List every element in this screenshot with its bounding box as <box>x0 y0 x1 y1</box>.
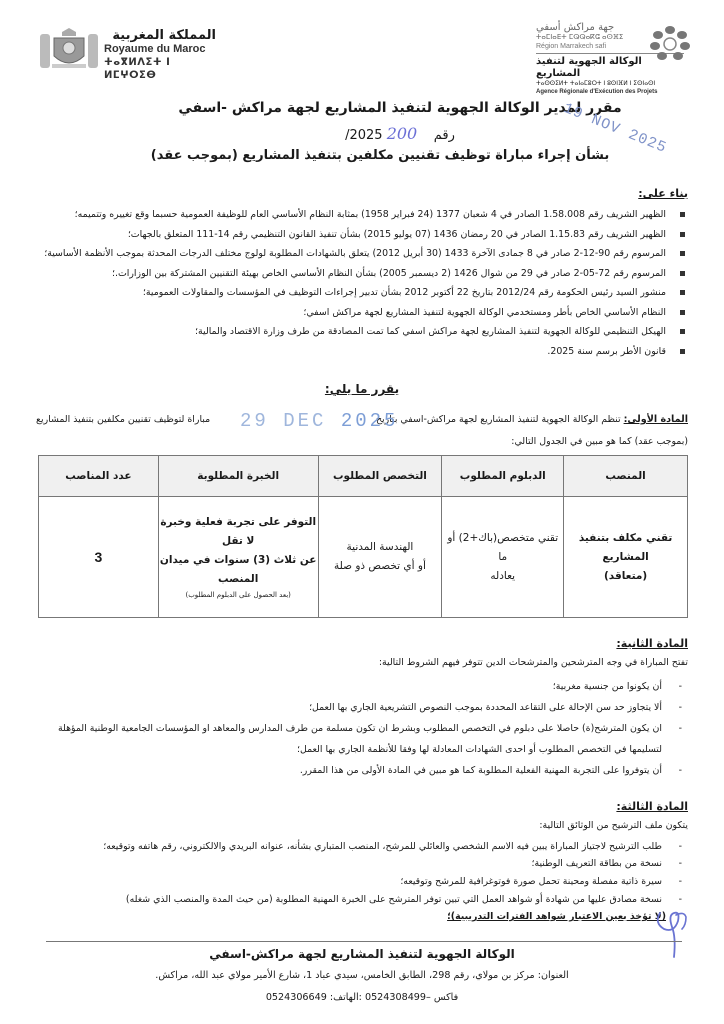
column-header: التخصص المطلوب <box>318 456 442 497</box>
article3-heading: المادة الثالثة: <box>616 800 688 813</box>
article2-intro: تفتح المباراة في وجه المترشحين والمترشحات الدين تتوفر فيهم الشروط التالية: <box>378 657 688 668</box>
list-item: - ألا يتجاوز حد سن الإحالة على التقاعد المحددة بموجب النصوص التشريعية الجاري بها العمل؛ <box>28 697 688 718</box>
cell-diploma <box>442 497 564 618</box>
list-item: منشور السيد رئيس الحكومة رقم 2012/24 بتاريخ 22 أكتوبر 2012 بشأن تدبير إجراءات التوظيف في المؤسسات والمقاولات العمومية؛ <box>48 283 688 303</box>
royal-coat-of-arms-emblem <box>40 28 98 70</box>
positions-table <box>38 455 688 618</box>
decision-subject: بشأن إجراء مباراة توظيف تقنيين مكلفين بتنفيذ المشاريع (بموجب عقد) <box>150 148 610 163</box>
agency-logo-icon <box>648 24 692 62</box>
list-item: لتسليمها في التخصص المطلوب أو احدى الشهادات المعادلة لها وفقا للأنظمة الجاري بها العمل؛ <box>297 744 662 755</box>
list-item: الظهير الشريف رقم 1.58.008 الصادر في 4 شعبان 1377 (24 فبراير 1958) بمثابة النظام الأساسي العام للوظيفة العمومية حسبما وقع تغييره وتتميمه؛ <box>48 205 688 225</box>
article2-heading: المادة الثانية: <box>616 637 688 650</box>
list-item: - نسخة مصادق عليها من شهادة أو شواهد العمل التي تبين توفر المترشح على الخبرة المهنية المطلوبة (من حيث المدة والمنصب الذي شغله) <box>28 891 688 909</box>
region-name-french: Région Marrakech safi <box>536 43 607 50</box>
agency-name-arabic: الوكالة الجهوية لتنفيذ المشاريع <box>536 56 642 79</box>
table-header-row <box>39 456 688 497</box>
list-item: النظام الأساسي الخاص بأطر ومستخدمي الوكالة الجهوية لتنفيذ المشاريع لجهة مراكش اسفي؛ <box>48 303 688 323</box>
column-header: الخبرة المطلوبة <box>158 456 318 497</box>
footer-divider <box>46 941 682 942</box>
article3-intro: يتكون ملف الترشيح من الوثائق التالية: <box>539 820 688 831</box>
article1-text-start: تنظم الوكالة الجهوية لتنفيذ المشاريع لجهة مراكش-اسفي بتاريخ <box>375 414 621 425</box>
experience-line2: عن ثلاث (3) سنوات في ميدان المنصب <box>159 554 317 585</box>
specialty-line2: أو أي تخصص ذو صلة <box>333 560 426 572</box>
competition-date-stamp <box>240 410 398 432</box>
list-item: قانون الأطر برسم سنة 2025. <box>48 342 688 362</box>
conditions-list <box>28 676 688 781</box>
list-item: - ان يكون المترشح(ة) حاصلا على دبلوم في التخصص المطلوب وبشرط ان تكون مسلمة من طرف المدارس والمعاهد او المؤسسات الجامعية الوطنية المؤهلة <box>28 718 688 739</box>
legal-bases-list <box>44 205 688 361</box>
footer-agency-name: الوكالة الجهوية لتنفيذ المشاريع لجهة مراكش-اسفي <box>209 947 515 961</box>
documents-list <box>28 838 688 909</box>
list-item: المرسوم رقم 90-12-2 صادر في 8 جمادى الآخرة 1433 (30 أبريل 2012) يتعلق بالشهادات المطلوبة لولوج مختلف الدرجات المحدثة بموجب الأنظمة الأساسية؛ <box>48 244 688 264</box>
number-label: رقم <box>433 128 455 143</box>
date-stamp: 19 NOV 2025 <box>560 100 670 157</box>
article1-line2: (بموجب عقد) كما هو مبين في الجدول التالي: <box>511 436 688 447</box>
decision-number <box>300 124 500 143</box>
stamp-day-month: 29 DEC <box>240 410 327 432</box>
kingdom-name-french: Royaume du Maroc <box>104 43 206 55</box>
article1-line1 <box>376 414 688 425</box>
cell-position <box>564 497 688 618</box>
bases-heading: بناء على: <box>638 187 688 200</box>
list-item: - نسخة من بطاقة التعريف الوطنية؛ <box>28 855 688 873</box>
list-item: الظهير الشريف رقم 1.15.83 الصادر في 20 رمضان 1436 (07 يوليو 2015) بشأن تنفيذ القانون التنظيمي رقم 14-111 المتعلق بالجهات؛ <box>48 225 688 245</box>
documents-note: (لا تؤخذ بعين الاعتبار شواهد الفترات التدريبية)؛ <box>447 911 666 922</box>
number-year: 2025/ <box>345 128 383 143</box>
region-name-arabic: جهة مراكش أسفي <box>536 22 615 33</box>
cell-specialty <box>318 497 442 618</box>
diploma-line1: تقني متخصص(باك+2) أو ما <box>447 531 559 563</box>
list-item: - طلب الترشيح لاجتياز المباراة يبين فيه الاسم الشخصي والعائلي للمرشح، المنصب المتباري بشأنه، عنوانه البريدي والالكتروني، رقم هاتفه وتوقيعه؛ <box>28 838 688 855</box>
handwritten-number: 200 <box>386 124 418 143</box>
specialty-line1: الهندسة المدنية <box>346 541 414 553</box>
cell-experience <box>158 497 318 618</box>
kingdom-name-tifinagh: ⵜⴰⴳⵍⴷⵉⵜ ⵏ ⵍⵎⵖⵔⵉⴱ <box>104 57 171 81</box>
column-header: المنصب <box>564 456 688 497</box>
kingdom-name-arabic: المملكة المغربية <box>112 28 216 43</box>
footer-address: العنوان: مركز بن مولاي، رقم 298، الطابق الخامس، سيدي عباد 1، شارع الأمير مولاي عبد الله، مراكش. <box>155 970 569 981</box>
position-line2: (متعاقد) <box>604 569 648 582</box>
agency-name-tifinagh: ⵜⴰⵙⵙⵉⵍⵜ ⵜⴰⵏⴰⵎⵓⵔⵜ ⵏ ⵓⵙⵏⴼⵍ ⵏ ⵉⵙⵏⴰⵙⵏ <box>536 80 656 87</box>
experience-line1: التوفر على تجربة فعلية وخبرة لا تقل <box>160 516 317 547</box>
stamp-year: 2025 <box>340 410 399 432</box>
experience-note: (بعد الحصول على الدبلوم المطلوب) <box>185 591 291 599</box>
footer-phone-fax: 0524306649 :فاكس –0524308499 :الهاتف <box>265 992 459 1003</box>
list-item: - أن يكونوا من جنسية مغربية؛ <box>28 676 688 697</box>
agency-name-french: Agence Régionale d'Exécution des Projets <box>536 89 658 95</box>
diploma-line2: يعادله <box>490 569 516 582</box>
decides-heading: يقرر ما يلي: <box>324 382 400 396</box>
column-header: الدبلوم المطلوب <box>442 456 564 497</box>
article1-heading: المادة الأولى: <box>623 414 688 425</box>
list-item: الهيكل التنظيمي للوكالة الجهوية لتنفيذ المشاريع لجهة مراكش اسفي كما تمت المصادقة من طرف وزارة الاقتصاد والمالية؛ <box>48 322 688 342</box>
cell-count: 3 <box>39 497 159 618</box>
list-item: - سيرة ذاتية مفصلة ومحينة تحمل صورة فوتوغرافية للمرشح وتوقيعه؛ <box>28 873 688 891</box>
kingdom-header <box>104 28 224 82</box>
list-item: المرسوم رقم 72-05-2 صادر في 29 من شوال 1426 (2 ديسمبر 2005) بشأن النظام الأساسي الخاص بهيئة التقنيين المشتركة بين الوزارات.؛ <box>48 264 688 284</box>
region-name-tifinagh: ⵜⴰⵎⵏⴰⴹⵜ ⵎⵕⵕⴰⴽⵛ ⴰⵙⴼⵉ <box>536 33 624 41</box>
column-header: عدد المناصب <box>39 456 159 497</box>
table-row <box>39 497 688 618</box>
position-line1: تقني مكلف بتنفيذ المشاريع <box>578 531 673 563</box>
article1-text-end: مباراة لتوظيف تقنيين مكلفين بتنفيذ المشاريع <box>36 414 211 425</box>
decision-title: مقرر لمدير الوكالة الجهوية لتنفيذ المشاريع لجهة مراكش -اسفي <box>178 100 622 116</box>
list-item: - أن يتوفروا على التجربة المهنية الفعلية المطلوبة كما هو مبين في المادة الأولى من هذا المقرر. <box>28 760 688 781</box>
